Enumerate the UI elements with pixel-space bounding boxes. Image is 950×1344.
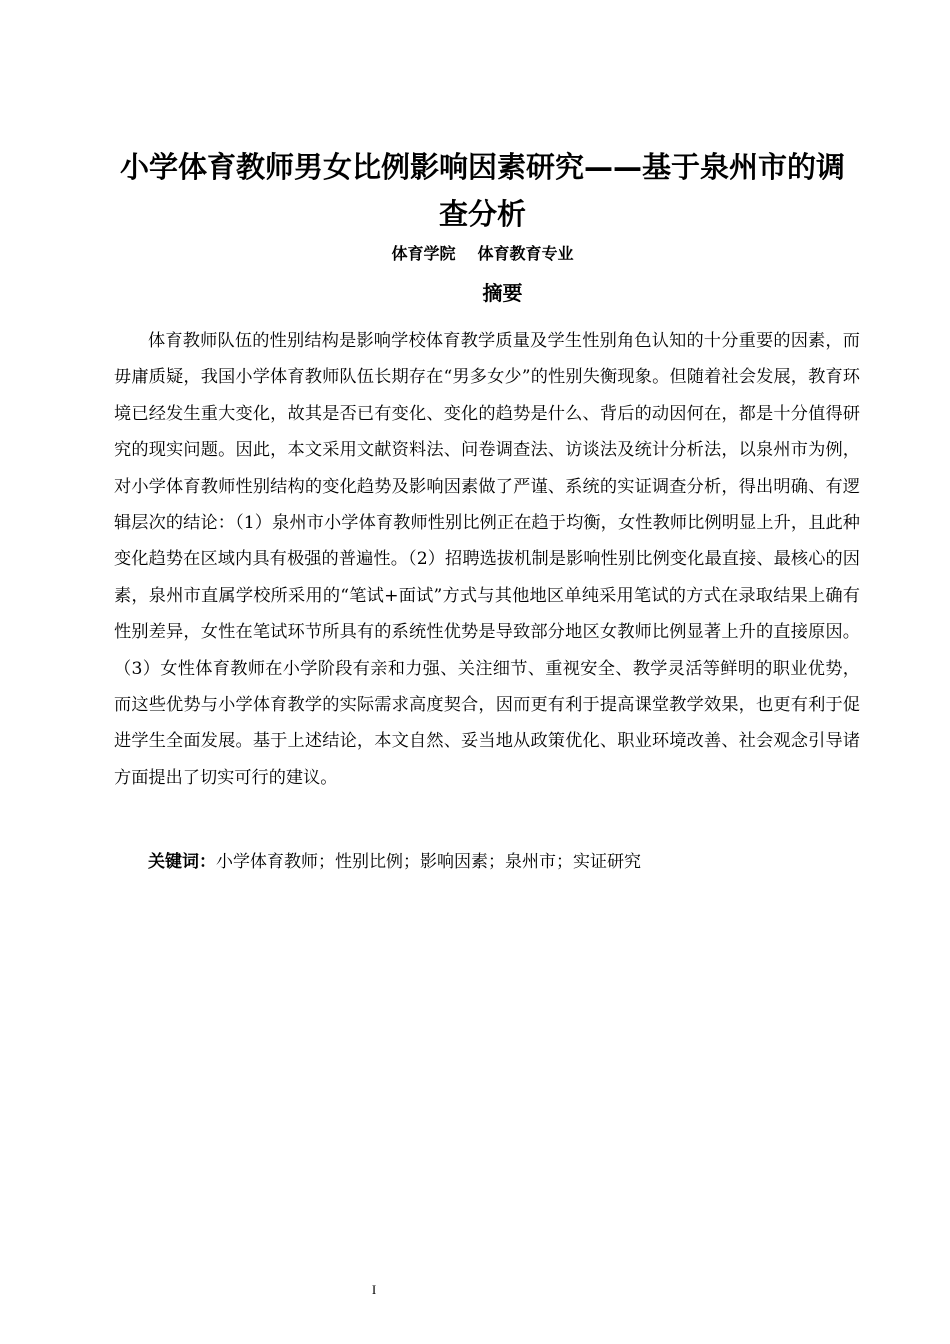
paper-title: 小学体育教师男女比例影响因素研究——基于泉州市的调查分析: [119, 150, 845, 231]
keywords-label: 关键词：: [148, 852, 216, 872]
keywords-line: [148, 845, 858, 879]
abstract-body: 体育教师队伍的性别结构是影响学校体育教学质量及学生性别角色认知的十分重要的因素，而毋庸质疑，我国小学体育教师队伍长期存在“男多女少”的性别失衡现象。但随着社会发展，教育环境已经发生重大变化，故其是否已有变化、变化的趋势是什么、背后的动因何在，都是十分值得研究的现实问题。因此，本文采用文献资料法、问卷调查法、访谈法及统计分析法，以泉州市为例，对小学体育教师性别结构的变化趋势及影响因素做了严谨、系统的实证调查分析，得出明确、有逻辑层次的结论：（1）泉州市小学体育教师性别比例正在趋于均衡，女性教师比例明显上升，且此种变化趋势在区域内具有极强的普遍性。（2）招聘选拔机制是影响性别比例变化最直接、最核心的因素，泉州市直属学校所采用的“笔试+面试”方式与其他地区单纯采用笔试的方式在录取结果上确有性别差异，女性在笔试环节所具有的系统性优势是导致部分地区女教师比例显著上升的直接原因。（3）女性体育教师在小学阶段有亲和力强、关注细节、重视安全、教学灵活等鲜明的职业优势，而这些优势与小学体育教学的实际需求高度契合，因而更有利于提高课堂教学效果，也更有利于促进学生全面发展。基于上述结论，本文自然、妥当地从政策优化、职业环境改善、社会观念引导诸方面提出了切实可行的建议。: [114, 331, 860, 788]
keywords-list: 小学体育教师；性别比例；影响因素；泉州市；实证研究: [216, 852, 641, 872]
major-label: 体育教育专业: [477, 244, 574, 263]
author-affiliation: [110, 242, 855, 266]
page-number: I: [371, 1282, 377, 1297]
abstract-heading: 摘要: [482, 281, 523, 305]
department-label: 体育学院: [391, 244, 456, 263]
